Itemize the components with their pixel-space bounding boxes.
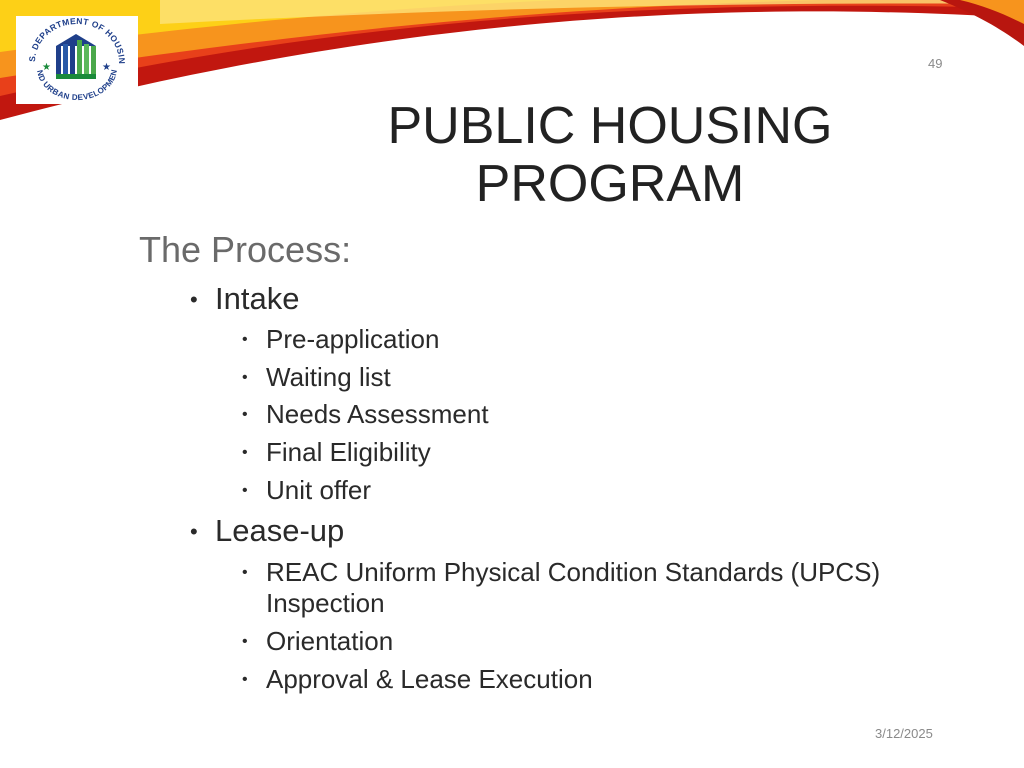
- sub-bullet-text: Final Eligibility: [266, 437, 431, 467]
- slide-number: 49: [928, 56, 943, 71]
- slide-title-line-2: PROGRAM: [475, 155, 745, 213]
- sub-bullet-text: Waiting list: [266, 362, 391, 392]
- star-icon-left: ★: [42, 62, 51, 73]
- bullet-marker: •: [242, 671, 248, 688]
- logo-bottom-text: ND URBAN DEVELOPMEN: [35, 68, 120, 103]
- bullet-marker: •: [242, 406, 248, 423]
- bullet-marker: •: [242, 444, 248, 461]
- bullet-marker: •: [242, 482, 248, 499]
- bullet-text: Lease-up: [215, 513, 345, 548]
- bullet-text: Intake: [215, 281, 300, 316]
- bullet-marker: •: [242, 369, 248, 386]
- sub-bullet-text: Inspection: [266, 588, 385, 618]
- bullet-marker: •: [190, 287, 198, 312]
- logo-top-text: S. DEPARTMENT OF HOUSIN: [26, 16, 128, 65]
- bullet-marker: •: [242, 633, 248, 650]
- hud-logo: [16, 16, 138, 104]
- sub-bullet-text: Needs Assessment: [266, 399, 489, 429]
- slide-title-line-1: PUBLIC HOUSING: [387, 97, 833, 155]
- star-icon-right: ★: [102, 62, 111, 73]
- sub-bullet-text: Unit offer: [266, 475, 372, 505]
- bullet-marker: •: [242, 564, 248, 581]
- slide-date: 3/12/2025: [875, 726, 933, 741]
- sub-bullet-text: REAC Uniform Physical Condition Standards (UPCS): [266, 557, 881, 587]
- sub-bullet-text: Pre-application: [266, 324, 440, 354]
- sub-bullet-text: Orientation: [266, 626, 394, 656]
- bullet-marker: •: [190, 519, 198, 544]
- hud-seal-icon: [16, 16, 138, 104]
- bullet-marker: •: [242, 331, 248, 348]
- section-subtitle: The Process:: [139, 229, 352, 270]
- slide-title: [360, 97, 860, 213]
- logo-building-mark: [56, 34, 96, 79]
- sub-bullet-text: Approval & Lease Execution: [266, 664, 593, 694]
